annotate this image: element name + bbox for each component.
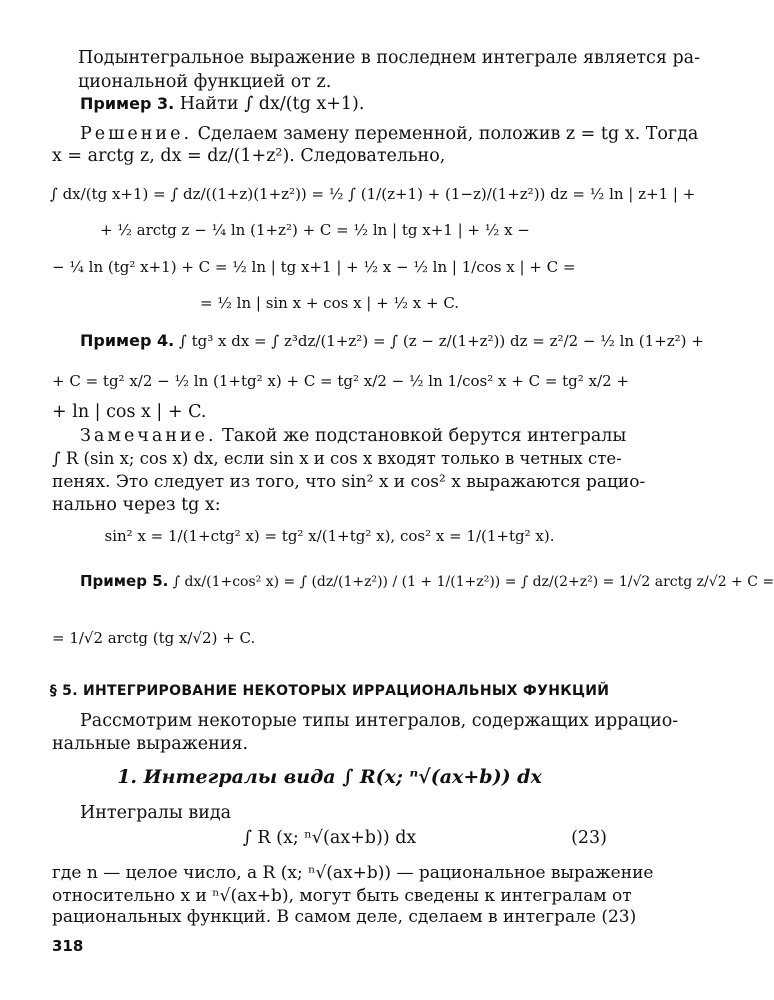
text-line: рациональных функций. В самом деле, сделаем в интеграле (23) — [52, 907, 637, 927]
example-label: Пример 5. — [80, 572, 169, 590]
text-line: циональной функцией от z. — [78, 72, 332, 92]
example-label: Пример 3. — [80, 94, 175, 113]
text-line: x = arctg z, dx = dz/(1+z²). Следовательно, — [52, 146, 446, 166]
equation-number: (23) — [571, 828, 607, 848]
text-line: Найти ∫ dx/(tg x+1). — [179, 94, 365, 114]
formula-line: ∫ R (x; ⁿ√(ax+b)) dx — [242, 828, 417, 848]
example-5-line — [80, 570, 774, 593]
text-line: нально через tg x: — [52, 495, 221, 515]
text-line: Подынтегральное выражение в последнем интеграле является ра- — [78, 48, 700, 68]
text-line: Рассмотрим некоторые типы интегралов, содержащих иррацио- — [80, 711, 679, 731]
formula-line: ∫ dx/(tg x+1) = ∫ dz/((1+z)(1+z²)) = ½ ∫ (1/(z+1) + (1−z)/(1+z²)) dz = ½ ln | z+1 | + — [50, 185, 696, 203]
remark-label: Замечание. — [80, 426, 217, 446]
text-line: где n — целое число, а R (x; ⁿ√(ax+b)) — рациональное выражение — [52, 863, 654, 883]
page-number: 318 — [52, 937, 84, 955]
solution-label: Решение. — [80, 124, 193, 144]
text-line: ∫ R (sin x; cos x) dx, если sin x и cos x входят только в четных сте- — [52, 449, 622, 468]
example-4-line — [80, 330, 704, 352]
example-label: Пример 4. — [80, 331, 175, 350]
text-line: Интегралы вида — [80, 803, 232, 823]
text-line: Сделаем замену переменной, положив z = tg x. Тогда — [197, 124, 699, 144]
subsection-heading: 1. Интегралы вида ∫ R(x; ⁿ√(ax+b)) dx — [117, 766, 542, 788]
formula-line: sin² x = 1/(1+ctg² x) = tg² x/(1+tg² x), cos² x = 1/(1+tg² x). — [104, 527, 555, 545]
formula-line: = ½ ln | sin x + cos x | + ½ x + C. — [200, 294, 460, 312]
text-line: пенях. Это следует из того, что sin² x и cos² x выражаются рацио- — [52, 472, 646, 492]
formula-line: − ¼ ln (tg² x+1) + C = ½ ln | tg x+1 | + ½ x − ½ ln | 1/cos x | + C = — [52, 258, 576, 276]
text-line: нальные выражения. — [52, 734, 249, 754]
formula-line: + ln | cos x | + C. — [52, 402, 207, 422]
formula-line: ∫ tg³ x dx = ∫ z³dz/(1+z²) = ∫ (z − z/(1+z²)) dz = z²/2 − ½ ln (1+z²) + — [179, 332, 704, 350]
section-heading: § 5. ИНТЕГРИРОВАНИЕ НЕКОТОРЫХ ИРРАЦИОНАЛЬНЫХ ФУНКЦИЙ — [49, 683, 610, 699]
formula-line: = 1/√2 arctg (tg x/√2) + C. — [52, 629, 256, 647]
formula-line: + ½ arctg z − ¼ ln (1+z²) + C = ½ ln | tg x+1 | + ½ x − — [100, 221, 530, 239]
formula-line: ∫ dx/(1+cos² x) = ∫ (dz/(1+z²)) / (1 + 1/(1+z²)) = ∫ dz/(2+z²) = 1/√2 arctg z/√2 + C = — [172, 574, 774, 590]
formula-line: + C = tg² x/2 − ½ ln (1+tg² x) + C = tg² x/2 − ½ ln 1/cos² x + C = tg² x/2 + — [52, 372, 629, 390]
text-line: относительно x и ⁿ√(ax+b), могут быть сведены к интегралам от — [52, 886, 632, 906]
solution-line — [80, 123, 698, 145]
example-3-line — [80, 93, 364, 115]
remark-line — [80, 425, 626, 447]
text-line: Такой же подстановкой берутся интегралы — [222, 426, 627, 446]
